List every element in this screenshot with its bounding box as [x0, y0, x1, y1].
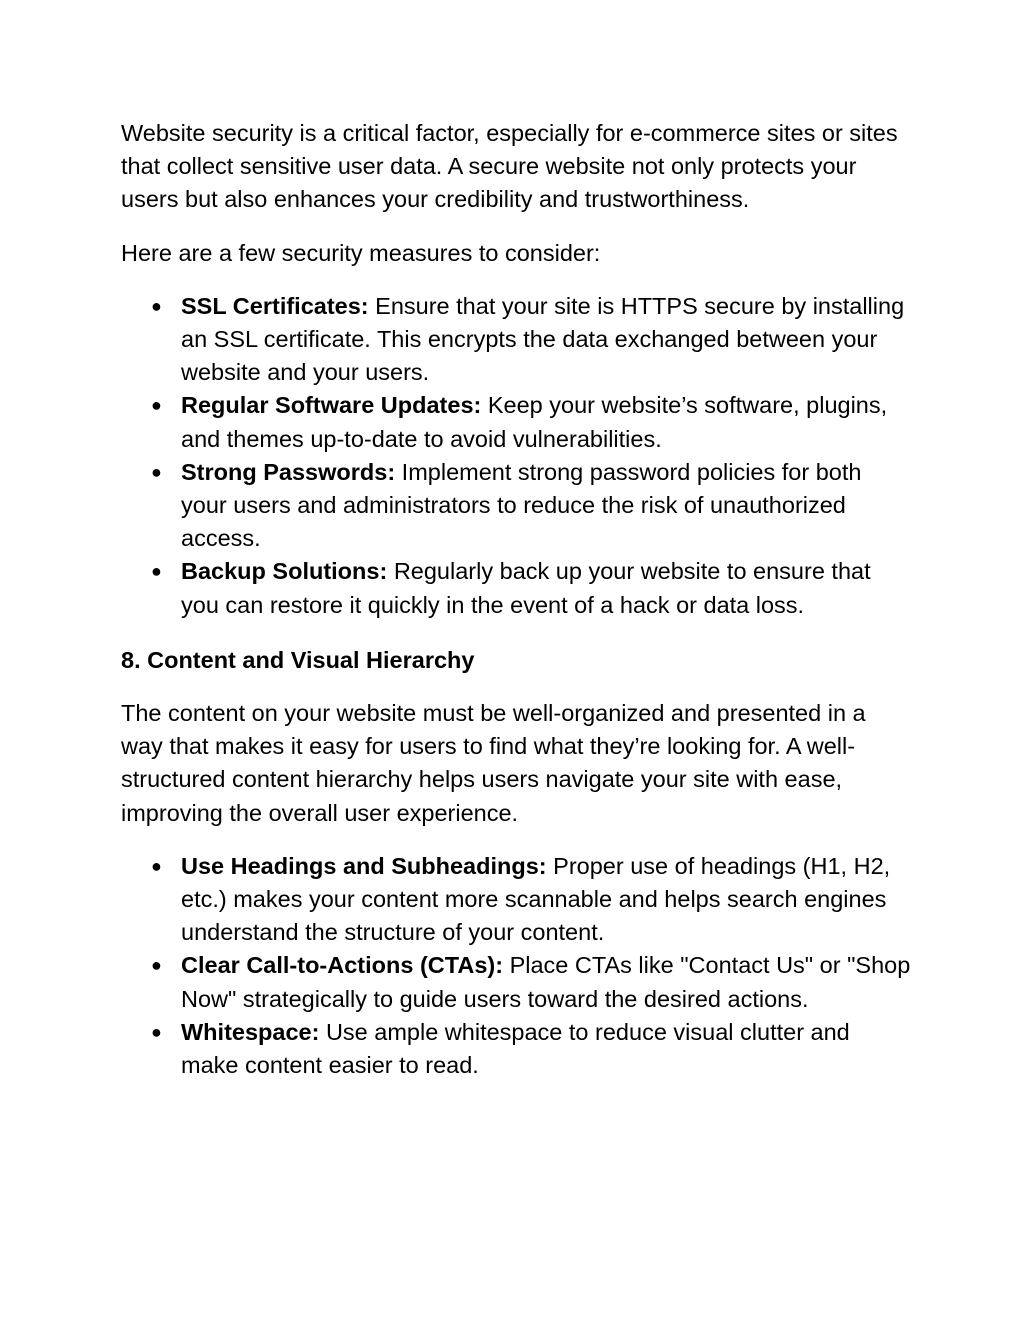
- list-item: [151, 850, 911, 950]
- bullet-icon: ●: [151, 1021, 162, 1042]
- list-item-text: Ensure that your site is HTTPS secure by installing an SSL certificate. This encrypts the data exchanged between your website and your users.: [181, 292, 905, 386]
- bullet-icon: ●: [151, 461, 162, 482]
- list-item: [151, 389, 911, 455]
- section-heading: 8. Content and Visual Hierarchy: [121, 646, 475, 673]
- list-item: [151, 949, 911, 1015]
- list-item: [151, 555, 911, 621]
- list-item-term: Backup Solutions:: [181, 558, 388, 585]
- list-item-term: SSL Certificates:: [181, 292, 369, 319]
- section-paragraph: The content on your website must be well-organized and presented in a way that makes it easy for users to find what they’re looking for. A well-structured content hierarchy helps users navigate your site with ease, improving the overall user experience.: [121, 700, 866, 826]
- bullet-icon: ●: [151, 955, 162, 976]
- list-item-text: Regularly back up your website to ensure that you can restore it quickly in the event of a hack or data loss.: [181, 558, 871, 618]
- list-item-text: Use ample whitespace to reduce visual clutter and make content easier to read.: [181, 1018, 850, 1079]
- document-page: [121, 117, 911, 1082]
- list-item-text: Proper use of headings (H1, H2, etc.) makes your content more scannable and helps search engines understand the structure of your content.: [181, 852, 891, 946]
- list-item: [151, 456, 911, 556]
- list-item-term: Regular Software Updates:: [181, 392, 482, 419]
- list-item-term: Clear Call-to-Actions (CTAs):: [181, 952, 504, 979]
- bullet-icon: ●: [151, 561, 162, 582]
- security-measures-list: [121, 290, 911, 622]
- list-item-text: Place CTAs like "Contact Us" or "Shop Now" strategically to guide users toward the desired actions.: [181, 952, 911, 1012]
- hierarchy-list: [121, 850, 911, 1082]
- bullet-icon: ●: [151, 395, 162, 416]
- list-item-text: Keep your website’s software, plugins, and themes up-to-date to avoid vulnerabilities.: [181, 392, 888, 452]
- list-item-term: Whitespace:: [181, 1018, 320, 1045]
- list-item-term: Use Headings and Subheadings:: [181, 852, 547, 879]
- list-item: [151, 290, 911, 390]
- list-item: [151, 1016, 911, 1082]
- bullet-icon: ●: [151, 855, 162, 876]
- measures-lead-in: Here are a few security measures to consider:: [121, 239, 601, 266]
- list-item-term: Strong Passwords:: [181, 458, 396, 485]
- list-item-text: Implement strong password policies for both your users and administrators to reduce the risk of unauthorized access.: [181, 458, 862, 552]
- bullet-icon: ●: [151, 295, 162, 316]
- intro-paragraph: Website security is a critical factor, especially for e-commerce sites or sites that collect sensitive user data. A secure website not only protects your users but also enhances your credibility and trustworthiness.: [121, 120, 898, 213]
